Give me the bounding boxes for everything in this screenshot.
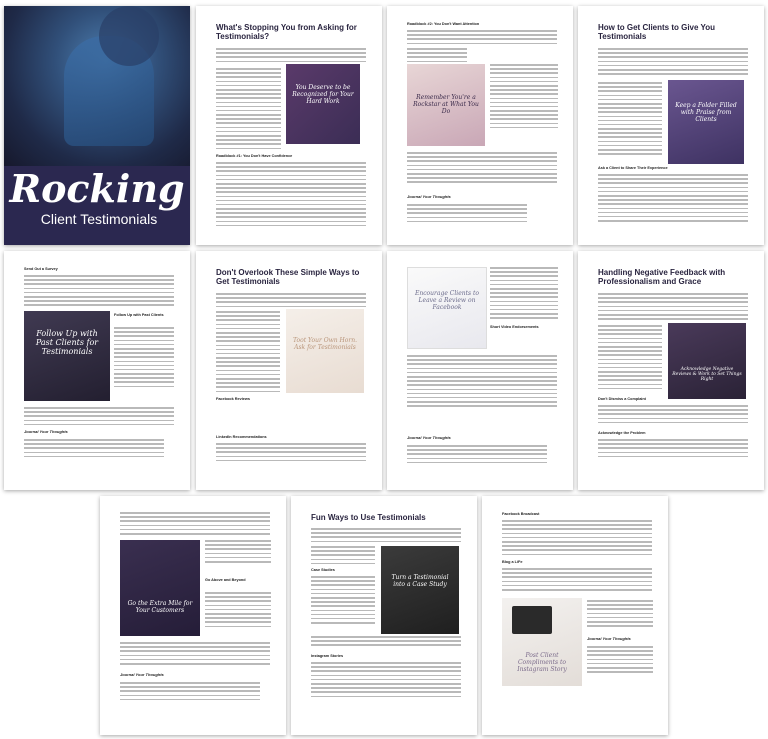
cover-title-small: Client Testimonials: [40, 211, 158, 227]
text-block: [114, 327, 174, 390]
quote-image-text: Encourage Clients to Leave a Review on Facebook: [414, 290, 480, 311]
quote-image-text: Keep a Folder Filled with Praise from Clients: [675, 102, 737, 123]
subheading: Go Above and Beyond: [205, 578, 246, 582]
text-block: [24, 439, 164, 460]
subheading: Facebook Reviews: [216, 397, 250, 401]
text-block: [587, 600, 653, 629]
text-block: [598, 405, 748, 426]
subheading: Journal Your Thoughts: [407, 435, 451, 440]
text-block: [311, 546, 375, 567]
subheading: Journal Your Thoughts: [24, 429, 68, 434]
text-block: [205, 592, 271, 630]
text-block: [216, 293, 366, 310]
page-title: What's Stopping You from Asking for Testimonials?: [216, 23, 357, 41]
quote-image: [668, 323, 746, 399]
page-title: Handling Negative Feedback with Professionalism and Grace: [598, 268, 726, 286]
quote-image-text: Acknowledge Negative Reviews & Work to Set Things Right: [672, 367, 742, 382]
text-block: [598, 293, 748, 322]
page-send-survey: [4, 251, 190, 490]
quote-image: [120, 540, 200, 636]
text-block: [407, 204, 527, 225]
quote-image: [381, 546, 459, 634]
page-title: How to Get Clients to Give You Testimonials: [598, 23, 716, 41]
page-simple-ways: [196, 251, 382, 490]
quote-image: [24, 311, 110, 401]
subheading: Ask a Client to Share Their Experience: [598, 166, 668, 170]
text-block: [216, 48, 366, 65]
text-block: [407, 152, 557, 186]
page-title: Don't Overlook These Simple Ways to Get Testimonials: [216, 268, 360, 286]
subheading: LinkedIn Recommendations: [216, 435, 267, 439]
quote-image-text: Toot Your Own Horn. Ask for Testimonials: [292, 337, 358, 351]
subheading: Acknowledge the Problem: [598, 431, 646, 435]
text-block: [490, 64, 558, 131]
text-block: [598, 174, 748, 224]
text-block: [216, 68, 281, 152]
text-block: [120, 682, 260, 703]
subheading: Journal Your Thoughts: [587, 636, 631, 641]
quote-image: [502, 598, 582, 686]
text-block: [216, 311, 280, 395]
quote-image-text: Follow Up with Past Clients for Testimonials: [35, 329, 99, 356]
text-block: [216, 162, 366, 229]
text-block: [407, 355, 557, 409]
page-extra-mile: [100, 496, 286, 735]
text-block: [311, 636, 461, 649]
quote-image: [286, 64, 360, 144]
text-block: [311, 528, 461, 545]
quote-image: [286, 309, 364, 393]
subheading: Don't Dismiss a Complaint: [598, 397, 646, 401]
quote-image-text: Go the Extra Mile for Your Customers: [127, 600, 193, 614]
subheading: Roadblock #1: You Don't Have Confidence: [216, 154, 293, 158]
page-title: Send Out a Survey: [24, 267, 58, 271]
page-facebook-broadcast: [482, 496, 668, 735]
text-block: [120, 512, 270, 537]
page-stopping-you: [196, 6, 382, 245]
text-block: [24, 407, 174, 428]
subheading: Journal Your Thoughts: [120, 672, 164, 677]
text-block: [24, 275, 174, 309]
text-block: [407, 30, 557, 47]
text-block: [598, 325, 662, 392]
text-block: [490, 267, 558, 321]
text-block: [407, 48, 467, 65]
subheading: Short Video Endorsements: [490, 325, 539, 329]
text-block: [216, 443, 366, 464]
quote-image-text: Remember You're a Rockstar at What You Do: [413, 94, 479, 115]
text-block: [407, 445, 547, 466]
text-block: [598, 48, 748, 77]
page-get-clients: [578, 6, 764, 245]
quote-image-text: Turn a Testimonial into a Case Study: [391, 574, 449, 588]
subheading: Journal Your Thoughts: [407, 194, 451, 199]
page-roadblock-2: [387, 6, 573, 245]
quote-image: [668, 80, 744, 164]
page-title: Fun Ways to Use Testimonials: [311, 513, 426, 522]
page-negative-feedback: [578, 251, 764, 490]
subheading: Instagram Stories: [311, 654, 344, 658]
text-block: [587, 646, 653, 675]
subheading: Blog a LiFe: [502, 560, 523, 564]
quote-image: [407, 267, 487, 349]
cover-page: [4, 6, 190, 245]
quote-image-text: You Deserve to be Recognized for Your Hard Work: [292, 84, 354, 105]
text-block: [311, 662, 461, 700]
cover-photo: [4, 6, 190, 166]
quote-image: [407, 64, 485, 146]
page-title: Facebook Broadcast: [502, 512, 540, 516]
page-title: Roadblock #2: You Don't Want Attention: [407, 22, 480, 26]
page-facebook-review: [387, 251, 573, 490]
text-block: [502, 568, 652, 593]
subheading: Follow Up with Past Clients: [114, 313, 164, 317]
text-block: [598, 82, 662, 157]
page-fun-ways: [291, 496, 477, 735]
text-block: [205, 540, 271, 565]
cover-title-big: Rocking: [9, 166, 185, 211]
text-block: [502, 520, 652, 558]
subheading: Case Studies: [311, 568, 335, 572]
text-block: [311, 576, 375, 626]
quote-image-text: Post Client Compliments to Instagram Story: [517, 652, 567, 673]
text-block: [120, 642, 270, 667]
text-block: [598, 439, 748, 460]
